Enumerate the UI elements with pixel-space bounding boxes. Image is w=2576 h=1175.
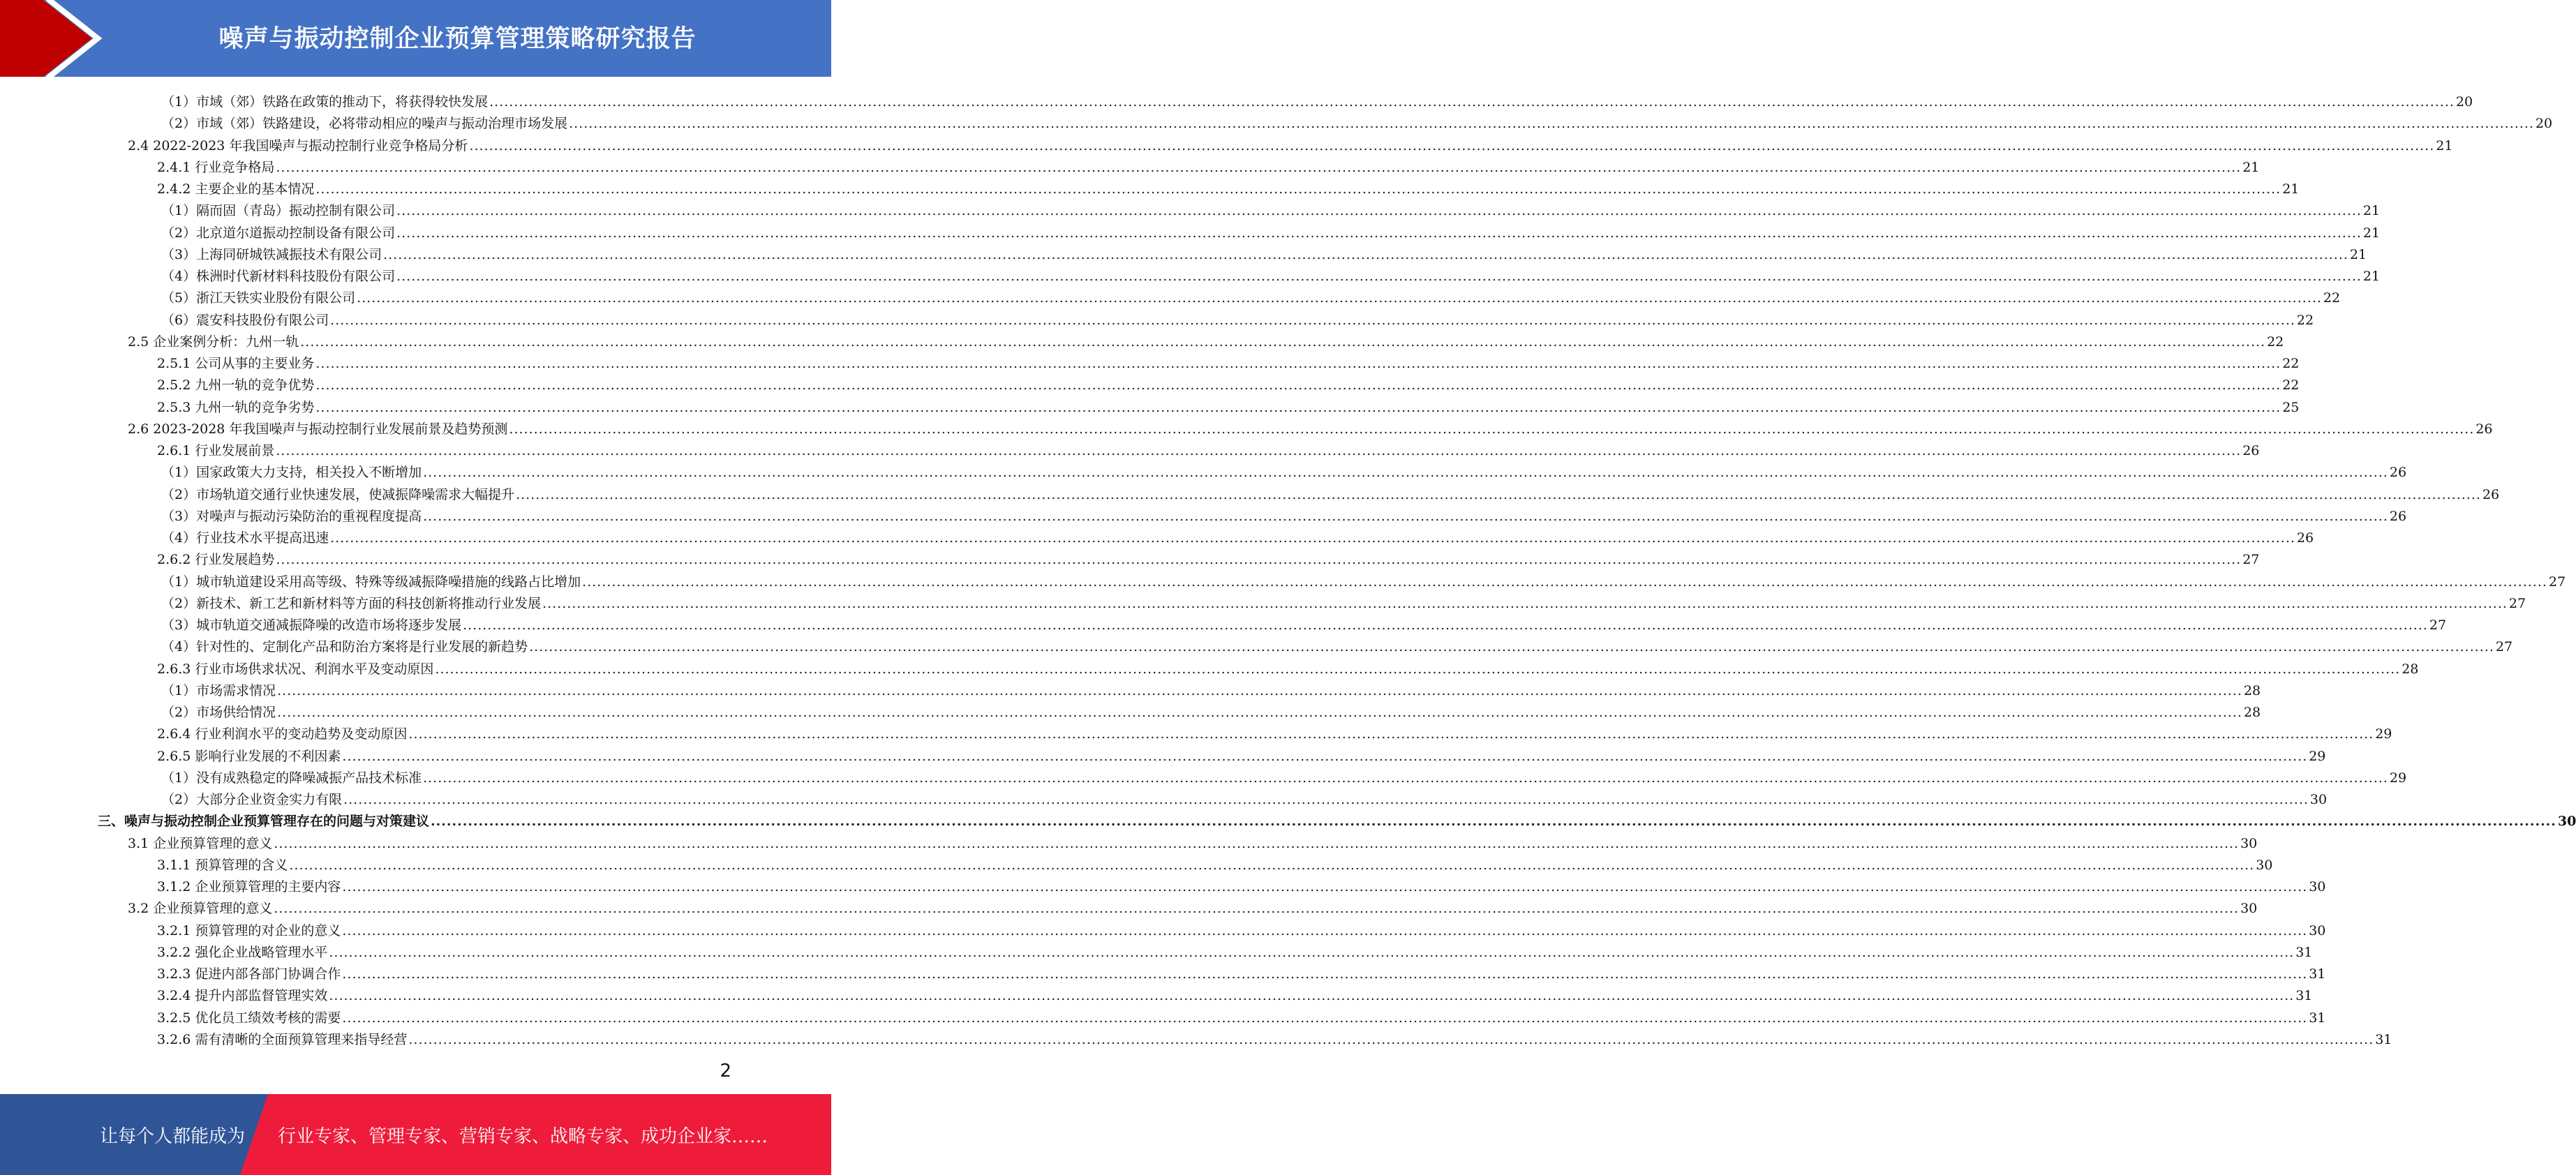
toc-entry-title: 3.2.6 需有清晰的全面预算管理来指导经营 xyxy=(157,1031,408,1047)
toc-dot-leader: ................................................................................................................................................................................................................................................................................................................................................................................................................ xyxy=(276,552,2242,568)
toc-dot-leader: ................................................................................................................................................................................................................................................................................................................................................................................................................ xyxy=(569,116,2534,132)
toc-entry-page: 26 xyxy=(2482,486,2500,502)
toc-dot-leader: ................................................................................................................................................................................................................................................................................................................................................................................................................ xyxy=(315,377,2281,394)
toc-entry[interactable] xyxy=(161,263,2381,285)
toc-entry-page: 21 xyxy=(2362,203,2381,219)
toc-entry[interactable] xyxy=(157,394,2300,416)
toc-entry-page: 22 xyxy=(2282,356,2300,371)
toc-entry-title: 2.4.1 行业竞争格局 xyxy=(157,159,275,175)
toc-entry-page: 20 xyxy=(2535,116,2553,132)
toc-entry-title: （1）隔而固（青岛）振动控制有限公司 xyxy=(161,203,396,219)
toc-entry[interactable] xyxy=(157,546,2260,568)
toc-dot-leader: ................................................................................................................................................................................................................................................................................................................................................................................................................ xyxy=(423,770,2388,786)
toc-entry-title: （4）针对性的、定制化产品和防治方案将是行业发展的新趋势 xyxy=(161,639,528,655)
toc-entry-page: 26 xyxy=(2476,421,2493,437)
toc-entry-title: 3.1.1 预算管理的含义 xyxy=(157,857,288,873)
toc-entry-title: 3.2.5 优化员工绩效考核的需要 xyxy=(157,1010,341,1026)
toc-entry[interactable] xyxy=(157,961,2326,982)
toc-entry-page: 30 xyxy=(2240,835,2258,851)
toc-entry-title: 2.6.3 行业市场供求状况、利润水平及变动原因 xyxy=(157,661,434,677)
toc-dot-leader: ................................................................................................................................................................................................................................................................................................................................................................................................................ xyxy=(330,312,2295,328)
toc-entry[interactable] xyxy=(157,154,2260,176)
toc-entry-page: 31 xyxy=(2295,944,2313,960)
toc-entry-title: （2）北京道尔道振动控制设备有限公司 xyxy=(161,225,396,241)
toc-entry[interactable] xyxy=(161,765,2407,786)
toc-entry-title: （2）新技术、新工艺和新材料等方面的科技创新将推动行业发展 xyxy=(161,595,542,611)
toc-entry-title: （2）市域（郊）铁路建设，必将带动相应的噪声与振动治理市场发展 xyxy=(161,116,568,132)
toc-entry-page: 22 xyxy=(2323,290,2341,306)
toc-dot-leader: ................................................................................................................................................................................................................................................................................................................................................................................................................ xyxy=(342,748,2308,764)
toc-dot-leader: ................................................................................................................................................................................................................................................................................................................................................................................................................ xyxy=(329,944,2295,960)
toc-entry-page: 29 xyxy=(2375,726,2392,742)
toc-entry-page: 26 xyxy=(2296,530,2314,546)
toc-entry-page: 28 xyxy=(2243,682,2261,698)
toc-entry-page: 29 xyxy=(2389,770,2407,786)
toc-entry-page: 31 xyxy=(2309,1010,2326,1026)
toc-entry-page: 30 xyxy=(2309,879,2326,895)
toc-entry[interactable] xyxy=(157,1005,2326,1026)
toc-entry-page: 27 xyxy=(2495,639,2513,655)
toc-entry-title: （6）震安科技股份有限公司 xyxy=(161,312,329,328)
toc-entry-title: 2.6.4 行业利润水平的变动趋势及变动原因 xyxy=(157,726,408,742)
footer-slogan-right: 行业专家、管理专家、营销专家、战略专家、成功企业家…… xyxy=(278,1126,768,1147)
toc-entry[interactable] xyxy=(157,437,2260,459)
toc-entry-title: 三、噪声与振动控制企业预算管理存在的问题与对策建议 xyxy=(98,814,430,830)
toc-entry[interactable] xyxy=(128,830,2258,852)
toc-entry-title: 3.1.2 企业预算管理的主要内容 xyxy=(157,879,341,895)
toc-entry[interactable] xyxy=(161,503,2407,525)
toc-entry[interactable] xyxy=(161,110,2553,132)
toc-entry[interactable] xyxy=(161,634,2513,655)
toc-entry[interactable] xyxy=(161,459,2407,481)
toc-entry[interactable] xyxy=(157,982,2313,1004)
toc-entry-page: 21 xyxy=(2349,246,2367,262)
toc-entry-title: 3.2.2 强化企业战略管理水平 xyxy=(157,944,328,960)
toc-entry[interactable] xyxy=(161,612,2447,634)
toc-entry[interactable] xyxy=(128,895,2258,917)
toc-entry[interactable] xyxy=(161,699,2261,721)
toc-dot-leader: ................................................................................................................................................................................................................................................................................................................................................................................................................ xyxy=(276,159,2242,175)
report-title: 噪声与振动控制企业预算管理策略研究报告 xyxy=(218,25,697,53)
toc-entry-title: 2.5 企业案例分析：九州一轨 xyxy=(128,334,299,350)
toc-entry-title: 2.6.1 行业发展前景 xyxy=(157,443,275,458)
toc-dot-leader: ................................................................................................................................................................................................................................................................................................................................................................................................................ xyxy=(509,421,2475,437)
toc-dot-leader: ................................................................................................................................................................................................................................................................................................................................................................................................................ xyxy=(276,443,2242,458)
toc-entry[interactable] xyxy=(157,1026,2392,1048)
toc-entry-page: 30 xyxy=(2309,792,2328,807)
toc-entry-title: （1）没有成熟稳定的降噪减振产品技术标准 xyxy=(161,770,422,786)
toc-dot-leader: ................................................................................................................................................................................................................................................................................................................................................................................................................ xyxy=(423,465,2388,481)
toc-dot-leader: ................................................................................................................................................................................................................................................................................................................................................................................................................ xyxy=(274,901,2240,917)
toc-entry-page: 22 xyxy=(2296,312,2314,328)
toc-entry-title: 2.5.1 公司从事的主要业务 xyxy=(157,356,315,371)
toc-entry[interactable] xyxy=(161,285,2341,306)
toc-entry[interactable] xyxy=(157,350,2300,372)
toc-entry-page: 31 xyxy=(2295,988,2313,1004)
toc-entry-page: 21 xyxy=(2362,269,2381,284)
toc-dot-leader: ................................................................................................................................................................................................................................................................................................................................................................................................................ xyxy=(529,639,2494,655)
toc-dot-leader: ................................................................................................................................................................................................................................................................................................................................................................................................................ xyxy=(423,508,2388,524)
toc-dot-leader: ................................................................................................................................................................................................................................................................................................................................................................................................................ xyxy=(469,137,2435,154)
toc-entry[interactable] xyxy=(161,241,2367,263)
toc-entry-page: 21 xyxy=(2362,225,2381,241)
toc-entry[interactable] xyxy=(161,307,2314,329)
toc-entry[interactable] xyxy=(157,176,2300,197)
toc-entry-page: 21 xyxy=(2436,137,2453,154)
toc-entry-page: 28 xyxy=(2402,661,2419,677)
toc-entry-page: 28 xyxy=(2243,705,2261,720)
toc-entry[interactable] xyxy=(128,329,2284,350)
toc-entry-title: （1）市域（郊）铁路在政策的推动下，将获得较快发展 xyxy=(161,94,489,110)
toc-entry-title: 3.2.4 提升内部监督管理实效 xyxy=(157,988,328,1004)
page-number: 2 xyxy=(720,1061,731,1082)
toc-entry-title: 2.6.2 行业发展趋势 xyxy=(157,552,275,568)
toc-entry-title: 3.1 企业预算管理的意义 xyxy=(128,835,273,851)
toc-dot-leader: ................................................................................................................................................................................................................................................................................................................................................................................................................ xyxy=(329,988,2295,1004)
toc-entry-title: （4）行业技术水平提高迅速 xyxy=(161,530,329,546)
toc-entry[interactable] xyxy=(161,525,2314,546)
toc-entry[interactable] xyxy=(98,808,2576,830)
toc-entry-title: 2.5.2 九州一轨的竞争优势 xyxy=(157,377,315,394)
toc-dot-leader: ................................................................................................................................................................................................................................................................................................................................................................................................................ xyxy=(330,530,2295,546)
toc-entry-title: 2.4 2022-2023 年我国噪声与振动控制行业竞争格局分析 xyxy=(128,137,468,154)
toc-entry-page: 27 xyxy=(2429,618,2447,633)
toc-entry-page: 31 xyxy=(2375,1031,2392,1047)
chevron-arrow-icon xyxy=(0,0,112,77)
toc-entry-page: 22 xyxy=(2267,334,2284,350)
toc-dot-leader: ................................................................................................................................................................................................................................................................................................................................................................................................................ xyxy=(396,269,2362,284)
toc-entry-page: 20 xyxy=(2455,94,2473,110)
toc-dot-leader: ................................................................................................................................................................................................................................................................................................................................................................................................................ xyxy=(489,94,2455,110)
toc-entry-title: 2.4.2 主要企业的基本情况 xyxy=(157,181,315,197)
toc-entry[interactable] xyxy=(157,874,2326,895)
toc-entry-title: 2.5.3 九州一轨的竞争劣势 xyxy=(157,399,315,415)
toc-dot-leader: ................................................................................................................................................................................................................................................................................................................................................................................................................ xyxy=(408,726,2374,742)
toc-dot-leader: ................................................................................................................................................................................................................................................................................................................................................................................................................ xyxy=(582,574,2547,590)
toc-entry-title: （1）城市轨道建设采用高等级、特殊等级减振降噪措施的线路占比增加 xyxy=(161,574,581,590)
toc-dot-leader: ................................................................................................................................................................................................................................................................................................................................................................................................................ xyxy=(431,814,2556,830)
toc-dot-leader: ................................................................................................................................................................................................................................................................................................................................................................................................................ xyxy=(435,661,2401,677)
toc-entry-title: （2）大部分企业资金实力有限 xyxy=(161,792,343,807)
toc-entry[interactable] xyxy=(161,220,2381,241)
toc-dot-leader: ................................................................................................................................................................................................................................................................................................................................................................................................................ xyxy=(342,922,2308,938)
toc-entry-title: （4）株洲时代新材料科技股份有限公司 xyxy=(161,269,396,284)
toc-dot-leader: ................................................................................................................................................................................................................................................................................................................................................................................................................ xyxy=(357,290,2322,306)
toc-entry-title: 2.6 2023-2028 年我国噪声与振动控制行业发展前景及趋势预测 xyxy=(128,421,508,437)
page-footer xyxy=(0,1094,831,1175)
toc-dot-leader: ................................................................................................................................................................................................................................................................................................................................................................................................................ xyxy=(315,356,2281,371)
toc-entry[interactable] xyxy=(161,786,2328,808)
toc-dot-leader: ................................................................................................................................................................................................................................................................................................................................................................................................................ xyxy=(289,857,2255,873)
toc-entry-page: 26 xyxy=(2242,443,2260,458)
toc-dot-leader: ................................................................................................................................................................................................................................................................................................................................................................................................................ xyxy=(277,705,2242,720)
toc-entry-title: 2.6.5 影响行业发展的不利因素 xyxy=(157,748,341,764)
toc-entry-title: （3）上海同研城铁减振技术有限公司 xyxy=(161,246,382,262)
toc-entry-title: （3）城市轨道交通减振降噪的改造市场将逐步发展 xyxy=(161,618,462,633)
toc-entry-title: （3）对噪声与振动污染防治的重视程度提高 xyxy=(161,508,422,524)
toc-entry-page: 27 xyxy=(2242,552,2260,568)
toc-entry[interactable] xyxy=(157,372,2300,394)
toc-entry-page: 31 xyxy=(2309,966,2326,982)
toc-dot-leader: ................................................................................................................................................................................................................................................................................................................................................................................................................ xyxy=(396,203,2362,219)
toc-entry[interactable] xyxy=(161,197,2381,219)
toc-entry-title: 3.2.1 预算管理的对企业的意义 xyxy=(157,922,341,938)
toc-entry-page: 27 xyxy=(2548,574,2566,590)
toc-dot-leader: ................................................................................................................................................................................................................................................................................................................................................................................................................ xyxy=(463,618,2428,633)
toc-entry-title: （1）国家政策大力支持，相关投入不断增加 xyxy=(161,465,422,481)
toc-entry[interactable] xyxy=(157,656,2419,678)
toc-entry[interactable] xyxy=(157,743,2326,765)
toc-entry[interactable] xyxy=(161,89,2473,110)
toc-entry-page: 30 xyxy=(2309,922,2326,938)
toc-dot-leader: ................................................................................................................................................................................................................................................................................................................................................................................................................ xyxy=(277,682,2242,698)
toc-entry-title: （5）浙江天铁实业股份有限公司 xyxy=(161,290,356,306)
toc-dot-leader: ................................................................................................................................................................................................................................................................................................................................................................................................................ xyxy=(315,399,2281,415)
toc-entry-page: 21 xyxy=(2282,181,2300,197)
toc-entry-page: 22 xyxy=(2282,377,2300,394)
toc-entry-page: 29 xyxy=(2309,748,2326,764)
toc-dot-leader: ................................................................................................................................................................................................................................................................................................................................................................................................................ xyxy=(315,181,2281,197)
toc-entry[interactable] xyxy=(128,416,2493,437)
toc-entry-page: 25 xyxy=(2282,399,2300,415)
toc-entry-page: 30 xyxy=(2240,901,2258,917)
toc-dot-leader: ................................................................................................................................................................................................................................................................................................................................................................................................................ xyxy=(408,1031,2374,1047)
toc-entry[interactable] xyxy=(157,852,2273,874)
toc-dot-leader: ................................................................................................................................................................................................................................................................................................................................................................................................................ xyxy=(342,966,2308,982)
toc-entry-title: 3.2 企业预算管理的意义 xyxy=(128,901,273,917)
toc-dot-leader: ................................................................................................................................................................................................................................................................................................................................................................................................................ xyxy=(300,334,2266,350)
toc-entry-page: 26 xyxy=(2389,508,2407,524)
toc-entry-page: 27 xyxy=(2508,595,2526,611)
toc-dot-leader: ................................................................................................................................................................................................................................................................................................................................................................................................................ xyxy=(516,486,2481,502)
toc-entry-title: （1）市场需求情况 xyxy=(161,682,276,698)
toc-entry-page: 21 xyxy=(2242,159,2260,175)
footer-slogan-left: 让每个人都能成为 xyxy=(100,1126,246,1147)
toc-entry-title: 3.2.3 促进内部各部门协调合作 xyxy=(157,966,341,982)
toc-entry[interactable] xyxy=(157,721,2392,742)
toc-dot-leader: ................................................................................................................................................................................................................................................................................................................................................................................................................ xyxy=(542,595,2508,611)
toc-dot-leader: ................................................................................................................................................................................................................................................................................................................................................................................................................ xyxy=(342,1010,2308,1026)
toc-entry[interactable] xyxy=(161,481,2500,503)
toc-entry-page: 30 xyxy=(2557,814,2576,830)
toc-dot-leader: ................................................................................................................................................................................................................................................................................................................................................................................................................ xyxy=(383,246,2348,262)
toc-entry[interactable] xyxy=(157,918,2326,939)
toc-entry[interactable] xyxy=(128,133,2453,154)
toc-entry-title: （2）市场轨道交通行业快速发展，使减振降噪需求大幅提升 xyxy=(161,486,515,502)
toc-entry-page: 30 xyxy=(2256,857,2273,873)
page-header xyxy=(0,0,831,77)
toc-entry-page: 26 xyxy=(2389,465,2407,481)
toc-dot-leader: ................................................................................................................................................................................................................................................................................................................................................................................................................ xyxy=(396,225,2362,241)
toc-dot-leader: ................................................................................................................................................................................................................................................................................................................................................................................................................ xyxy=(343,792,2309,807)
toc-entry-title: （2）市场供给情况 xyxy=(161,705,276,720)
toc-entry[interactable] xyxy=(161,678,2261,699)
toc-entry[interactable] xyxy=(161,569,2566,590)
toc-dot-leader: ................................................................................................................................................................................................................................................................................................................................................................................................................ xyxy=(274,835,2240,851)
toc-entry[interactable] xyxy=(161,590,2526,612)
toc-dot-leader: ................................................................................................................................................................................................................................................................................................................................................................................................................ xyxy=(342,879,2308,895)
toc-entry[interactable] xyxy=(157,939,2313,961)
